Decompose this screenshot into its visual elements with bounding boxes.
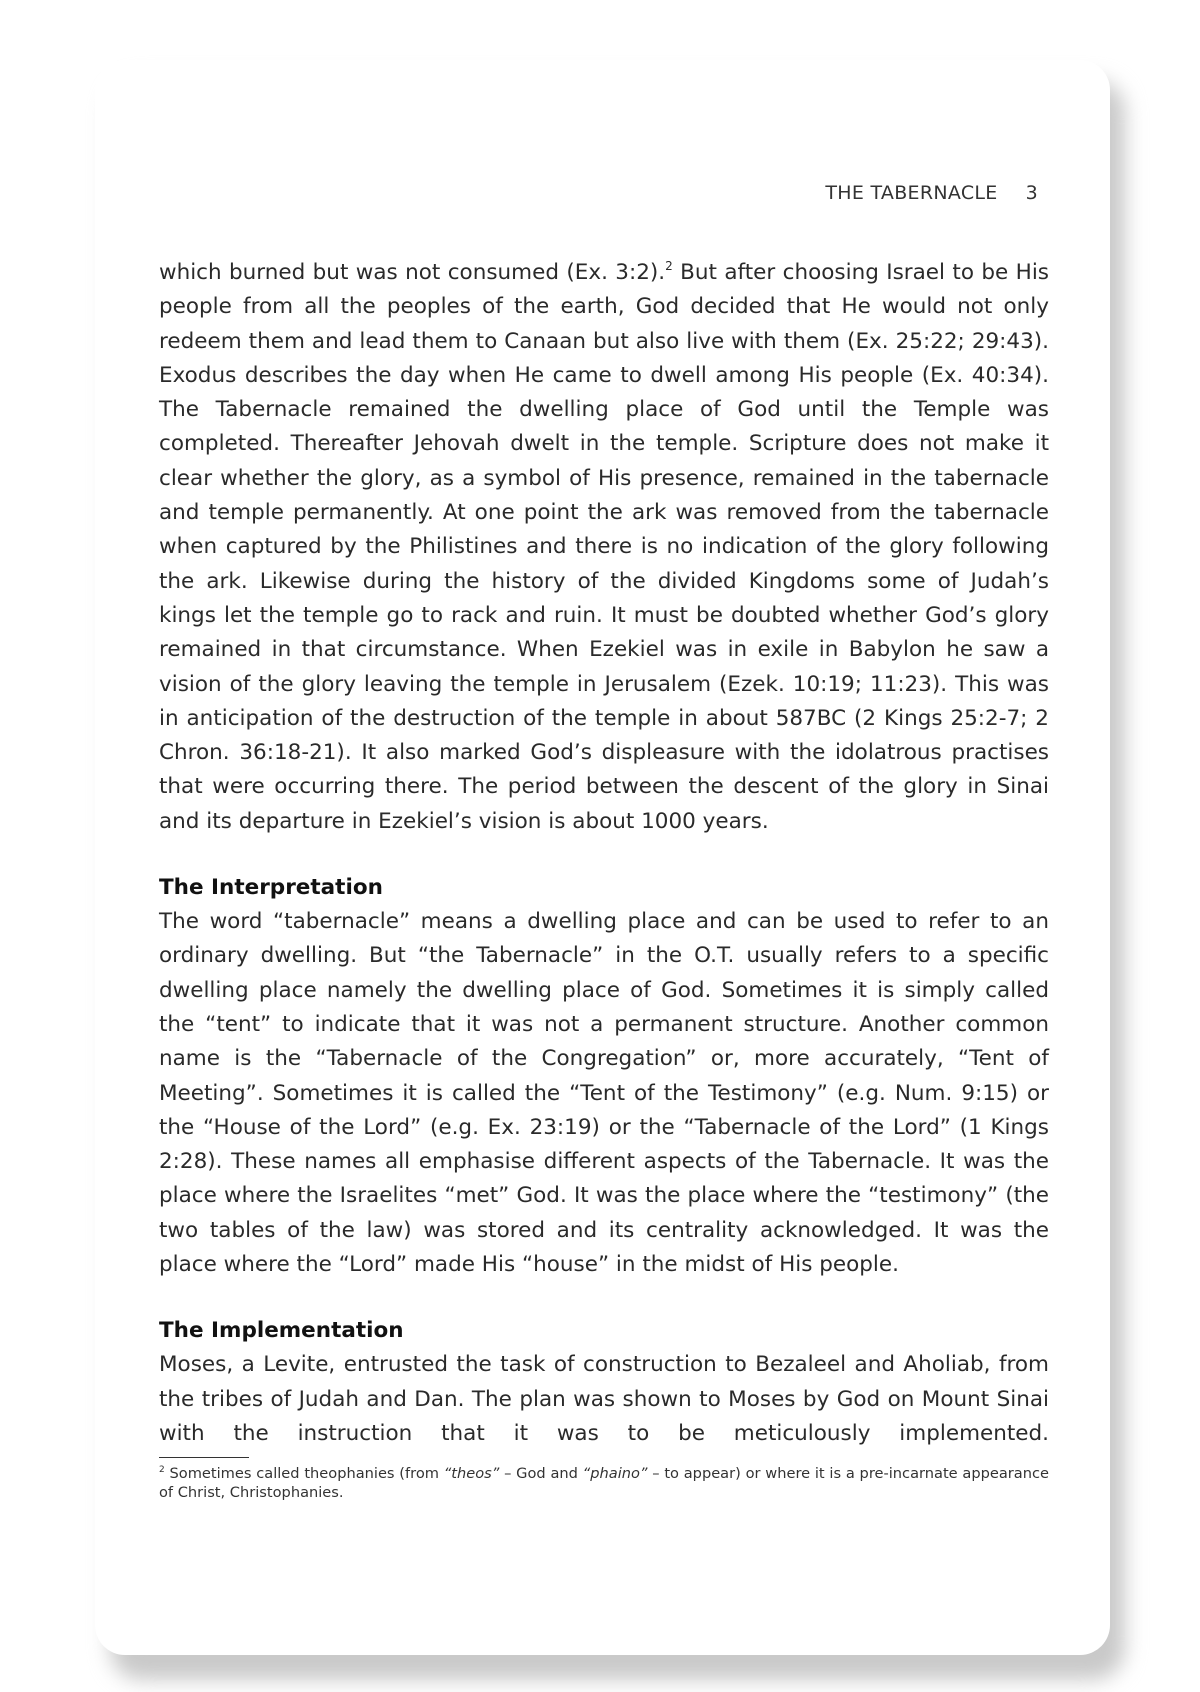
footnote-term-theos: “theos” xyxy=(443,1465,500,1483)
running-title: THE TABERNACLE xyxy=(825,182,998,204)
heading-implementation: The Implementation xyxy=(159,1318,404,1344)
book-page xyxy=(95,60,1110,1655)
paragraph-intro xyxy=(159,256,1049,839)
heading-interpretation: The Interpretation xyxy=(159,875,383,901)
page-number: 3 xyxy=(1025,182,1038,204)
footnote-divider xyxy=(159,1457,249,1458)
running-head xyxy=(825,182,1038,204)
footnote-text: – God and xyxy=(499,1465,583,1483)
footnote-text: Sometimes called theophanies (from xyxy=(164,1465,444,1483)
paragraph-intro-text-cont: But after choosing Israel to be His people from all the peoples of the earth, God decided that He would not only redeem them and lead them to Canaan but also live with them (Ex. 25:22; 29:43). Exodus describes the day when He came to dwell among His people (Ex. 40:34). The Tabernacle remained the dwelling place of God until the Temple was completed. Thereafter Jehovah dwelt in the temple. Scripture does not make it clear whether the glory, as a symbol of His presence, remained in the tabernacle and temple permanently. At one point the ark was removed from the tabernacle when captured by the Philistines and there is no indication of the glory following the ark. Likewise during the history of the divided Kingdoms some of Judah’s kings let the temple go to rack and ruin. It must be doubted whether God’s glory remained in that circumstance. When Ezekiel was in exile in Babylon he saw a vision of the glory leaving the temple in Jerusalem (Ezek. 10:19; 11:23). This was in anticipation of the destruction of the temple in about 587BC (2 Kings 25:2-7; 2 Chron. 36:18-21). It also marked God’s displeasure with the idolatrous practises that were occurring there. The period between the descent of the glory in Sinai and its departure in Ezekiel’s vision is about 1000 years. xyxy=(159,260,1049,834)
paragraph-intro-text: which burned but was not consumed (Ex. 3:2). xyxy=(159,260,666,285)
footnote-reference[interactable]: 2 xyxy=(665,259,673,273)
footnote-text: – to appear) or where it is a pre-incarnate appearance of Christ, Christophanies. xyxy=(159,1465,1049,1502)
text-block xyxy=(159,256,1049,1502)
footnote-number: 2 xyxy=(159,1465,165,1476)
paragraph-implementation: Moses, a Levite, entrusted the task of construction to Bezaleel and Aholiab, from the tribes of Judah and Dan. The plan was shown to Moses by God on Mount Sinai with the instruction that it was to be meticulously implemented. xyxy=(159,1352,1049,1446)
paragraph-interpretation: The word “tabernacle” means a dwelling place and can be used to refer to an ordinary dwelling. But “the Tabernacle” in the O.T. usually refers to a specific dwelling place namely the dwelling place of God. Sometimes it is simply called the “tent” to indicate that it was not a permanent structure. Another common name is the “Tabernacle of the Congregation” or, more accurately, “Tent of Meeting”. Sometimes it is called the “Tent of the Testimony” (e.g. Num. 9:15) or the “House of the Lord” (e.g. Ex. 23:19) or the “Tabernacle of the Lord” (1 Kings 2:28). These names all emphasise different aspects of the Tabernacle. It was the place where the Israelites “met” God. It was the place where the “testimony” (the two tables of the law) was stored and its centrality acknowledged. It was the place where the “Lord” made His “house” in the midst of His people. xyxy=(159,909,1049,1278)
footnote xyxy=(159,1464,1049,1502)
footnote-term-phaino: “phaino” xyxy=(582,1465,648,1483)
